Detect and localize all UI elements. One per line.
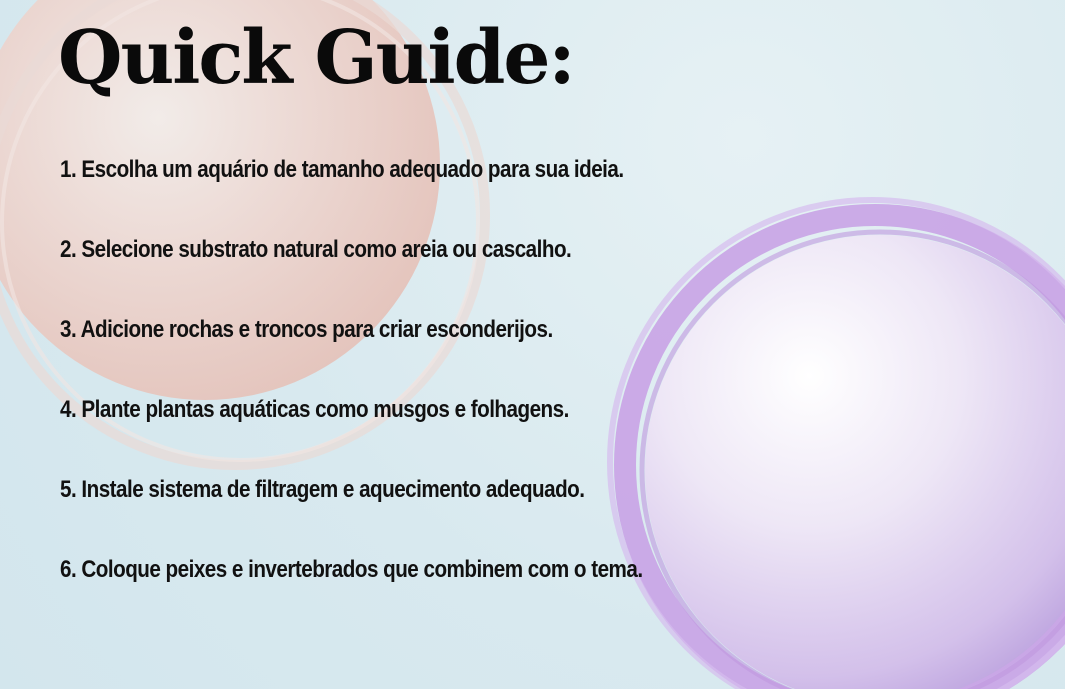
step-item: 3. Adicione rochas e troncos para criar esconderijos. bbox=[60, 316, 553, 343]
steps-list bbox=[60, 150, 737, 630]
step-item: 1. Escolha um aquário de tamanho adequado para sua ideia. bbox=[60, 156, 624, 183]
step-item: 5. Instale sistema de filtragem e aquecimento adequado. bbox=[60, 476, 585, 503]
page-title: Quick Guide: bbox=[58, 15, 574, 101]
step-item: 2. Selecione substrato natural como areia ou cascalho. bbox=[60, 236, 572, 263]
step-item: 6. Coloque peixes e invertebrados que combinem com o tema. bbox=[60, 556, 643, 583]
step-item: 4. Plante plantas aquáticas como musgos e folhagens. bbox=[60, 396, 569, 423]
